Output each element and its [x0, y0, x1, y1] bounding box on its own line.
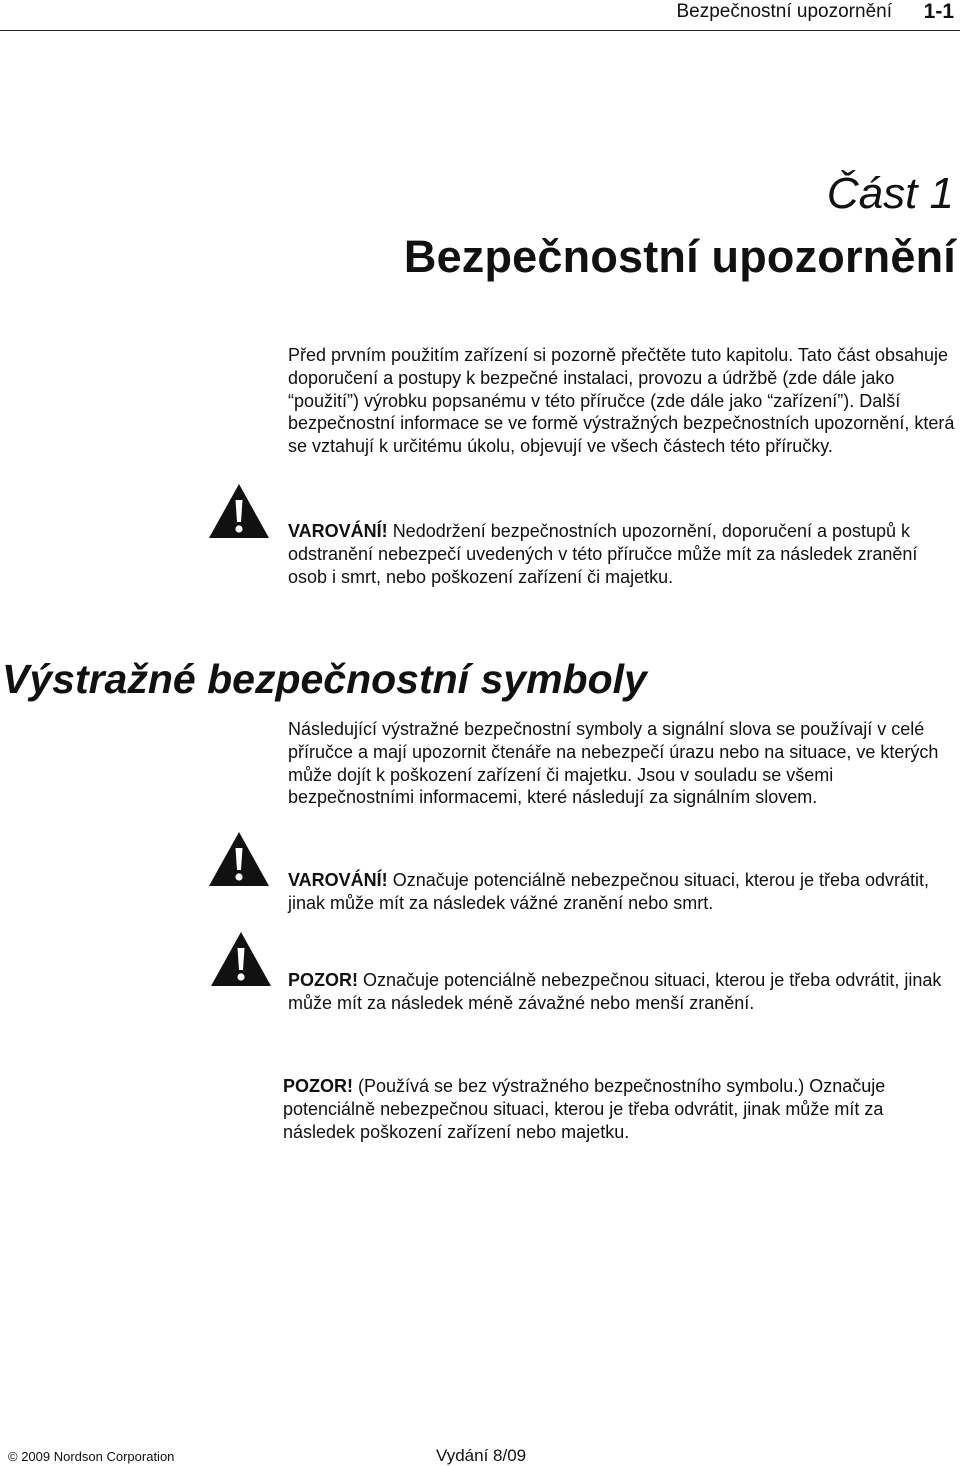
- warning-definition: [288, 869, 958, 915]
- symbols-intro-paragraph: Následující výstražné bezpečnostní symboly a signální slova se používají v celé příručce a mají upozornit čtenáře na nebezpečí úrazu nebo na situace, ve kterých může dojít k poškození zařízení či majetku. Jsou v souladu se všemi bezpečnostními informacemi, které následují za signálním slovem.: [288, 719, 939, 808]
- part-label: Část 1: [826, 169, 954, 218]
- caution-signal-word: POZOR!: [288, 970, 358, 990]
- warning-triangle-icon: [207, 482, 271, 540]
- warning-definition-text: Označuje potenciálně nebezpečnou situaci, kterou je třeba odvrátit, jinak může mít za následek vážné zranění nebo smrt.: [288, 870, 930, 913]
- footer-edition: Vydání 8/09: [436, 1446, 527, 1465]
- caution-definition: [288, 969, 958, 1015]
- header-title: Bezpečnostní upozornění: [676, 1, 892, 22]
- warning-signal-word: VAROVÁNÍ!: [288, 870, 388, 890]
- caution-triangle-icon: [209, 930, 273, 988]
- warning-triangle-icon: [207, 830, 271, 888]
- caution-signal-word: POZOR!: [283, 1076, 353, 1096]
- footer-copyright: © 2009 Nordson Corporation: [8, 1449, 175, 1464]
- intro-warning-notice: [288, 520, 958, 588]
- intro-paragraph: Před prvním použitím zařízení si pozorně přečtěte tuto kapitolu. Tato část obsahuje doporučení a postupy k bezpečné instalaci, provozu a údržbě (zde dále jako “použití”) výrobku popsanému v této příručce (zde dále jako “zařízení”). Další bezpečnostní informace se ve formě výstražných bezpečnostních upozornění, která se vztahují k určitému úkolu, objevují ve všech částech této příručky.: [288, 345, 955, 457]
- chapter-title: Bezpečnostní upozornění: [403, 231, 956, 282]
- section-title: Výstražné bezpečnostní symboly: [2, 656, 647, 702]
- caution-no-symbol-definition: [283, 1075, 958, 1143]
- warning-signal-word: VAROVÁNÍ!: [288, 521, 388, 541]
- header-page-number: 1-1: [923, 0, 954, 23]
- caution-definition-text: Označuje potenciálně nebezpečnou situaci, kterou je třeba odvrátit, jinak může mít za následek méně závažné nebo menší zranění.: [288, 970, 942, 1013]
- intro-warning-text: Nedodržení bezpečnostních upozornění, doporučení a postupů k odstranění nebezpečí uvedených v této příručce může mít za následek zranění osob i smrt, nebo poškození zařízení či majetku.: [288, 521, 918, 587]
- caution-no-symbol-text: (Používá se bez výstražného bezpečnostního symbolu.) Označuje potenciálně nebezpečnou situaci, kterou je třeba odvrátit, jinak může mít za následek poškození zařízení nebo majetku.: [283, 1076, 886, 1142]
- running-header: [0, 0, 960, 31]
